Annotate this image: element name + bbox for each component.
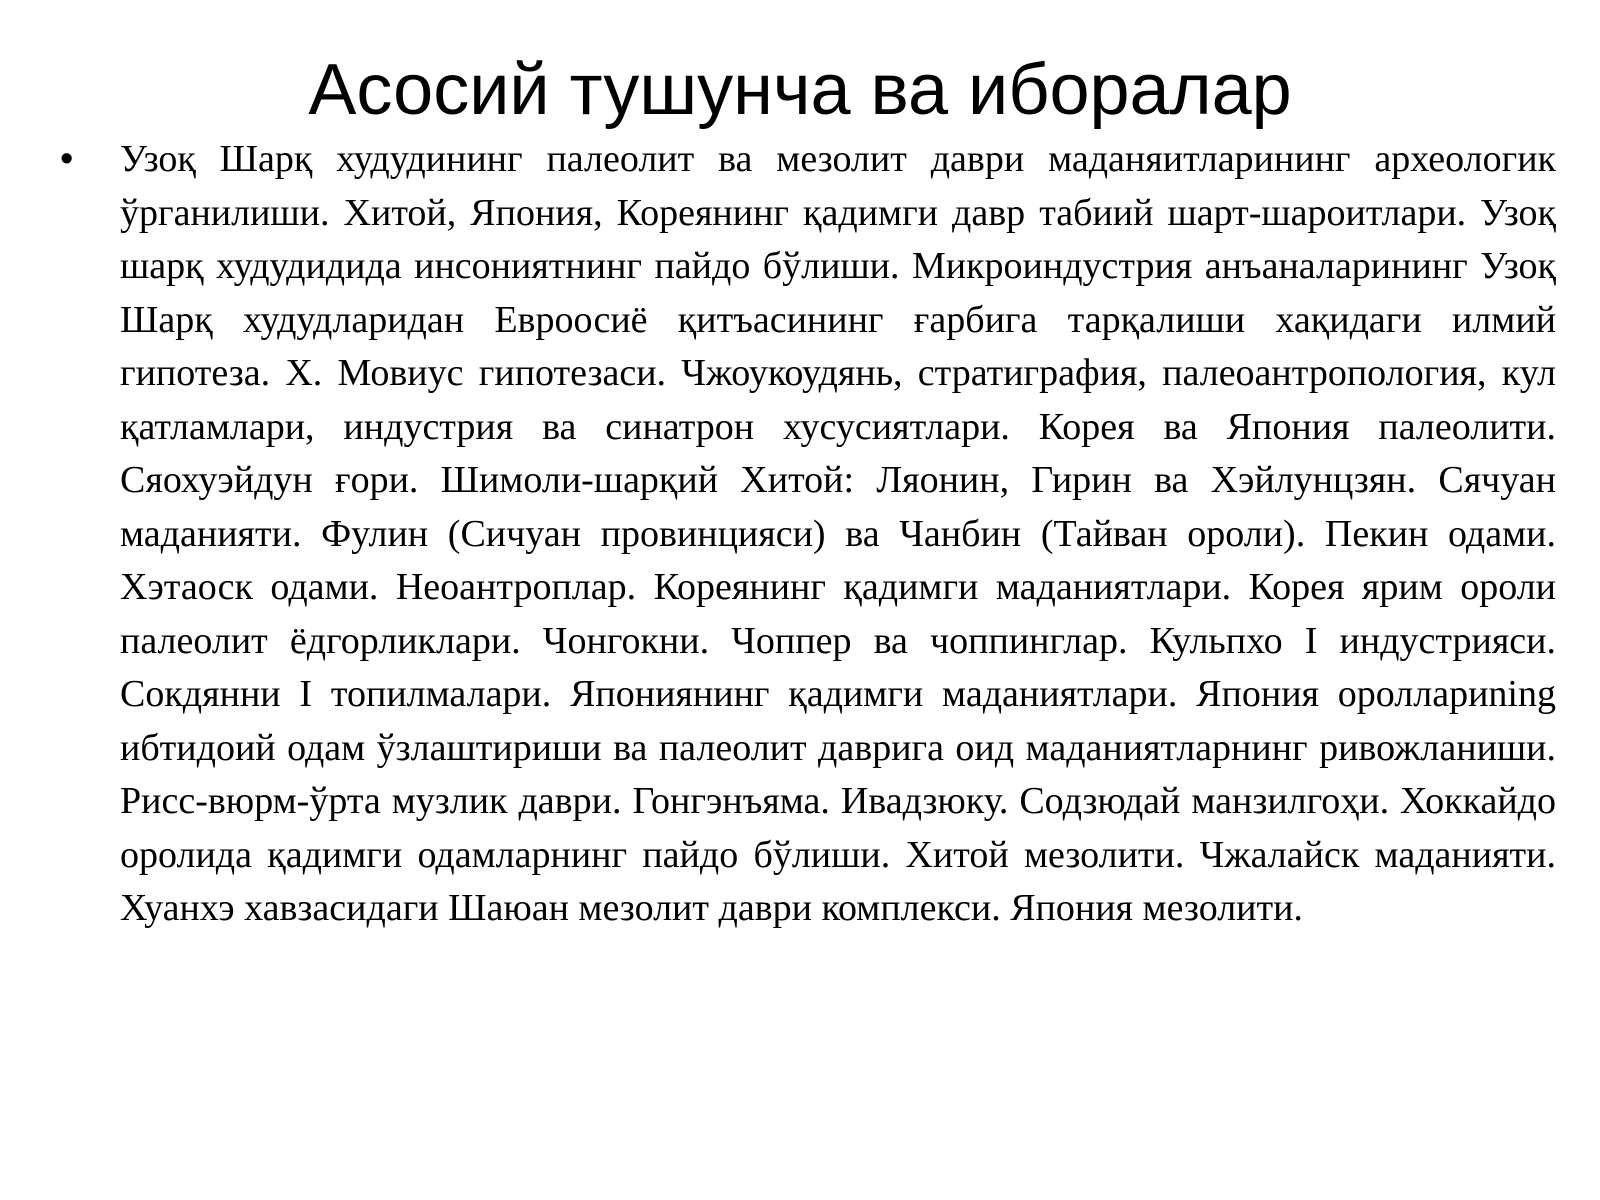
slide-title: Асосий тушунча ва иборалар [308,50,1292,130]
bullet-text: Узоқ Шарқ худудининг палеолит ва мезолит даври маданяитларининг археологик ўрганилиши. Хитой, Япония, Кореянинг қадимги давр табиий шарт-шароитлари. Узоқ шарқ худудидида инсониятнинг пайдо бўлиши. Микроиндустрия анъаналарининг Узоқ Шарқ худудларидан Евроосиё қитъасининг ғарбига тарқалиши хақидаги илмий гипотеза. Х. Мовиус гипотезаси. Чжоукоудянь, стратиграфия, палеоантропология, кул қатламлари, индустрия ва синатрон хусусиятлари. Корея ва Япония палеолити. Сяохуэйдун ғори. Шимоли-шарқий Хитой: Ляонин, Гирин ва Хэйлунцзян. Сячуан маданияти. Фулин (Сичуан провинцияси) ва Чанбин (Тайван ороли). Пекин одами. Хэтаоск одами. Неоантроплар. Кореянинг қадимги маданиятлари. Корея ярим ороли палеолит ёдгорликлари. Чонгокни. Чоппер ва чоппинглар. Кульпхо I индустрияси. Сокдянни I топилмалари. Япониянинг қадимги маданиятлари. Япония ороллариning ибтидоий одам ўзлаштириши ва палеолит даврига оид маданиятларнинг ривожланиши. Рисс-вюрм-ўрта музлик даври. Гонгэнъяма. Ивадзюку. Содзюдай манзилгоҳи. Хоккайдо оролида қадимги одамларнинг пайдо бўлиши. Хитой мезолити. Чжалайск маданияти. Хуанхэ хавзасидаги Шаюан мезолит даври комплекси. Япония мезолити. [120,138,1556,929]
bullet-list [56,133,1556,936]
bullet-dot-icon: • [60,138,74,180]
bullet-item [56,133,1556,936]
